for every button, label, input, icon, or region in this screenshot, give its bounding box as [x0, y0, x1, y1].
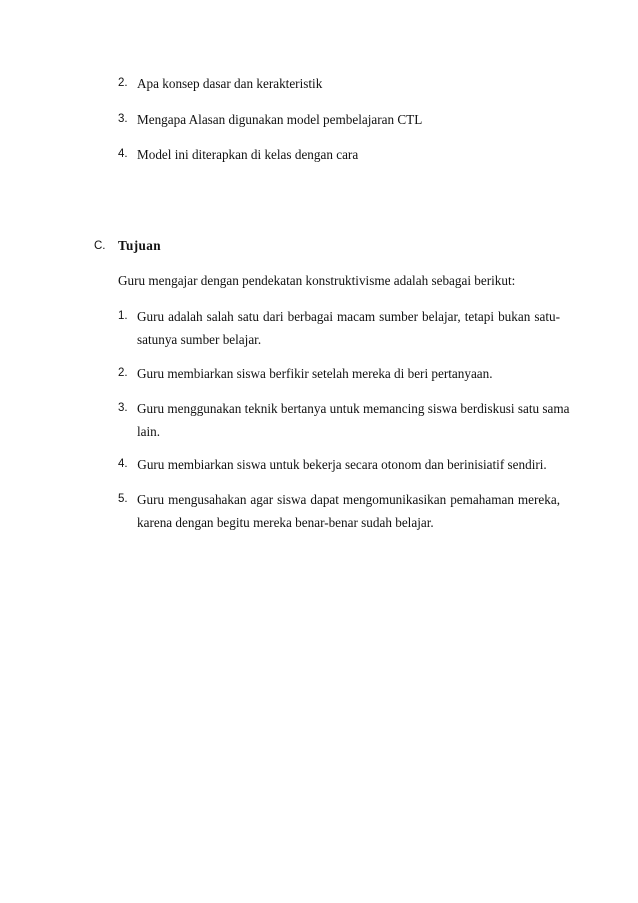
list-item-text: Guru adalah salah satu dari berbagai macam sumber belajar, tetapi bukan satu- — [137, 309, 560, 324]
list-item-text: Mengapa Alasan digunakan model pembelajaran CTL — [137, 112, 423, 127]
list-number: 3. — [118, 113, 128, 125]
section-title: Tujuan — [118, 238, 161, 253]
list-item-text: Guru mengusahakan agar siswa dapat mengomunikasikan pemahaman mereka, — [137, 492, 560, 507]
list-number: 4. — [118, 458, 128, 470]
list-item-text: Guru menggunakan teknik bertanya untuk memancing siswa berdiskusi satu sama — [137, 401, 570, 416]
list-number: 3. — [118, 402, 128, 414]
list-item-text: Model ini diterapkan di kelas dengan cara — [137, 147, 359, 162]
list-item-text: Guru membiarkan siswa untuk bekerja secara otonom dan berinisiatif sendiri. — [134, 457, 547, 472]
list-item-continuation: karena dengan begitu mereka benar-benar sudah belajar. — [137, 515, 434, 530]
list-number: 2. — [118, 367, 128, 379]
list-number: 2. — [118, 77, 128, 89]
list-item-continuation: satunya sumber belajar. — [137, 332, 262, 347]
list-item-continuation: lain. — [137, 424, 161, 439]
list-number: 1. — [118, 310, 128, 322]
section-intro: Guru mengajar dengan pendekatan konstruktivisme adalah sebagai berikut: — [118, 273, 516, 288]
section-letter: C. — [94, 240, 106, 252]
list-number: 4. — [118, 148, 128, 160]
list-item-text: Apa konsep dasar dan kerakteristik — [137, 76, 323, 91]
list-number: 5. — [118, 493, 128, 505]
list-item-text: Guru membiarkan siswa berfikir setelah mereka di beri pertanyaan. — [137, 366, 493, 381]
